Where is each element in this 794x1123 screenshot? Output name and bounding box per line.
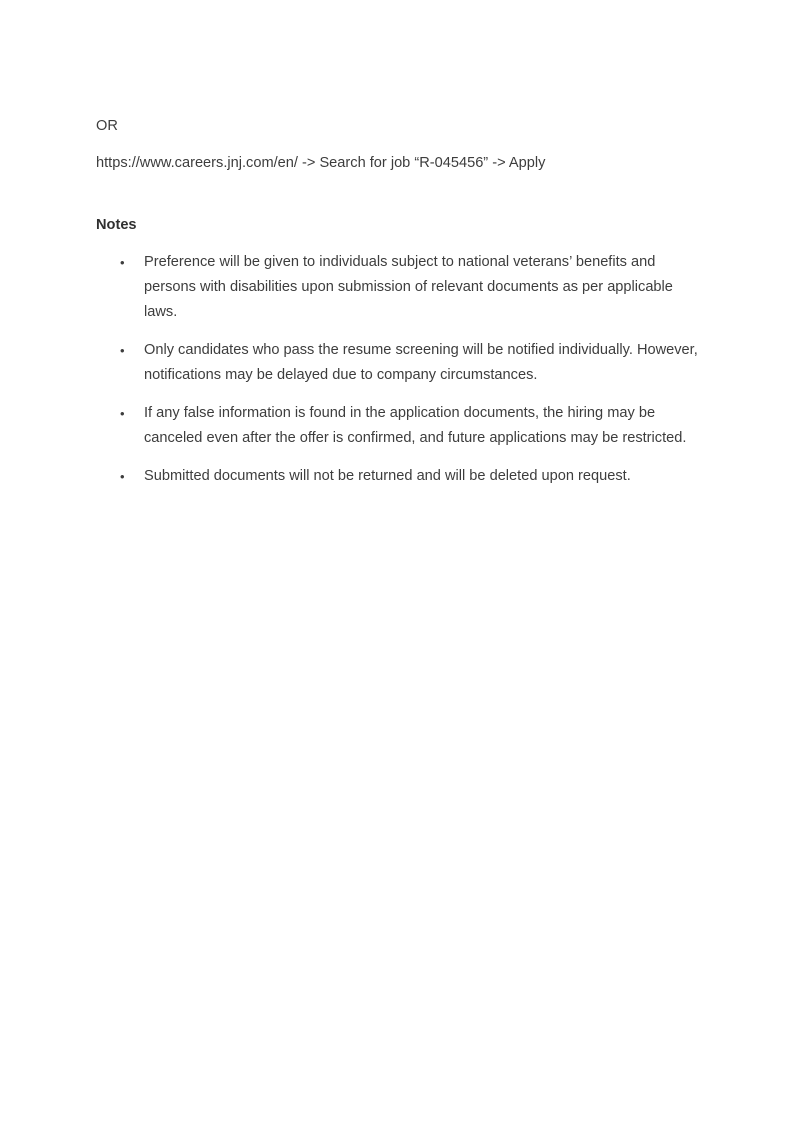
note-text: Only candidates who pass the resume screening will be notified individually. However, notifications may be delayed due to company circumstances.	[144, 342, 698, 383]
notes-list	[96, 250, 706, 489]
or-line: OR	[96, 118, 118, 134]
application-url-line: https://www.careers.jnj.com/en/ -> Search for job “R-045456” -> Apply	[96, 155, 546, 171]
list-item	[120, 250, 706, 325]
note-text: Preference will be given to individuals subject to national veterans’ benefits and persons with disabilities upon submission of relevant documents as per applicable laws.	[144, 254, 673, 320]
note-text: If any false information is found in the application documents, the hiring may be canceled even after the offer is confirmed, and future applications may be restricted.	[144, 405, 687, 446]
notes-heading: Notes	[96, 217, 137, 233]
list-item	[120, 464, 706, 489]
bullet-icon: •	[120, 469, 125, 484]
note-text: Submitted documents will not be returned and will be deleted upon request.	[144, 468, 631, 484]
bullet-icon: •	[120, 255, 125, 270]
bullet-icon: •	[120, 343, 125, 358]
list-item	[120, 338, 706, 388]
list-item	[120, 401, 706, 451]
bullet-icon: •	[120, 406, 125, 421]
